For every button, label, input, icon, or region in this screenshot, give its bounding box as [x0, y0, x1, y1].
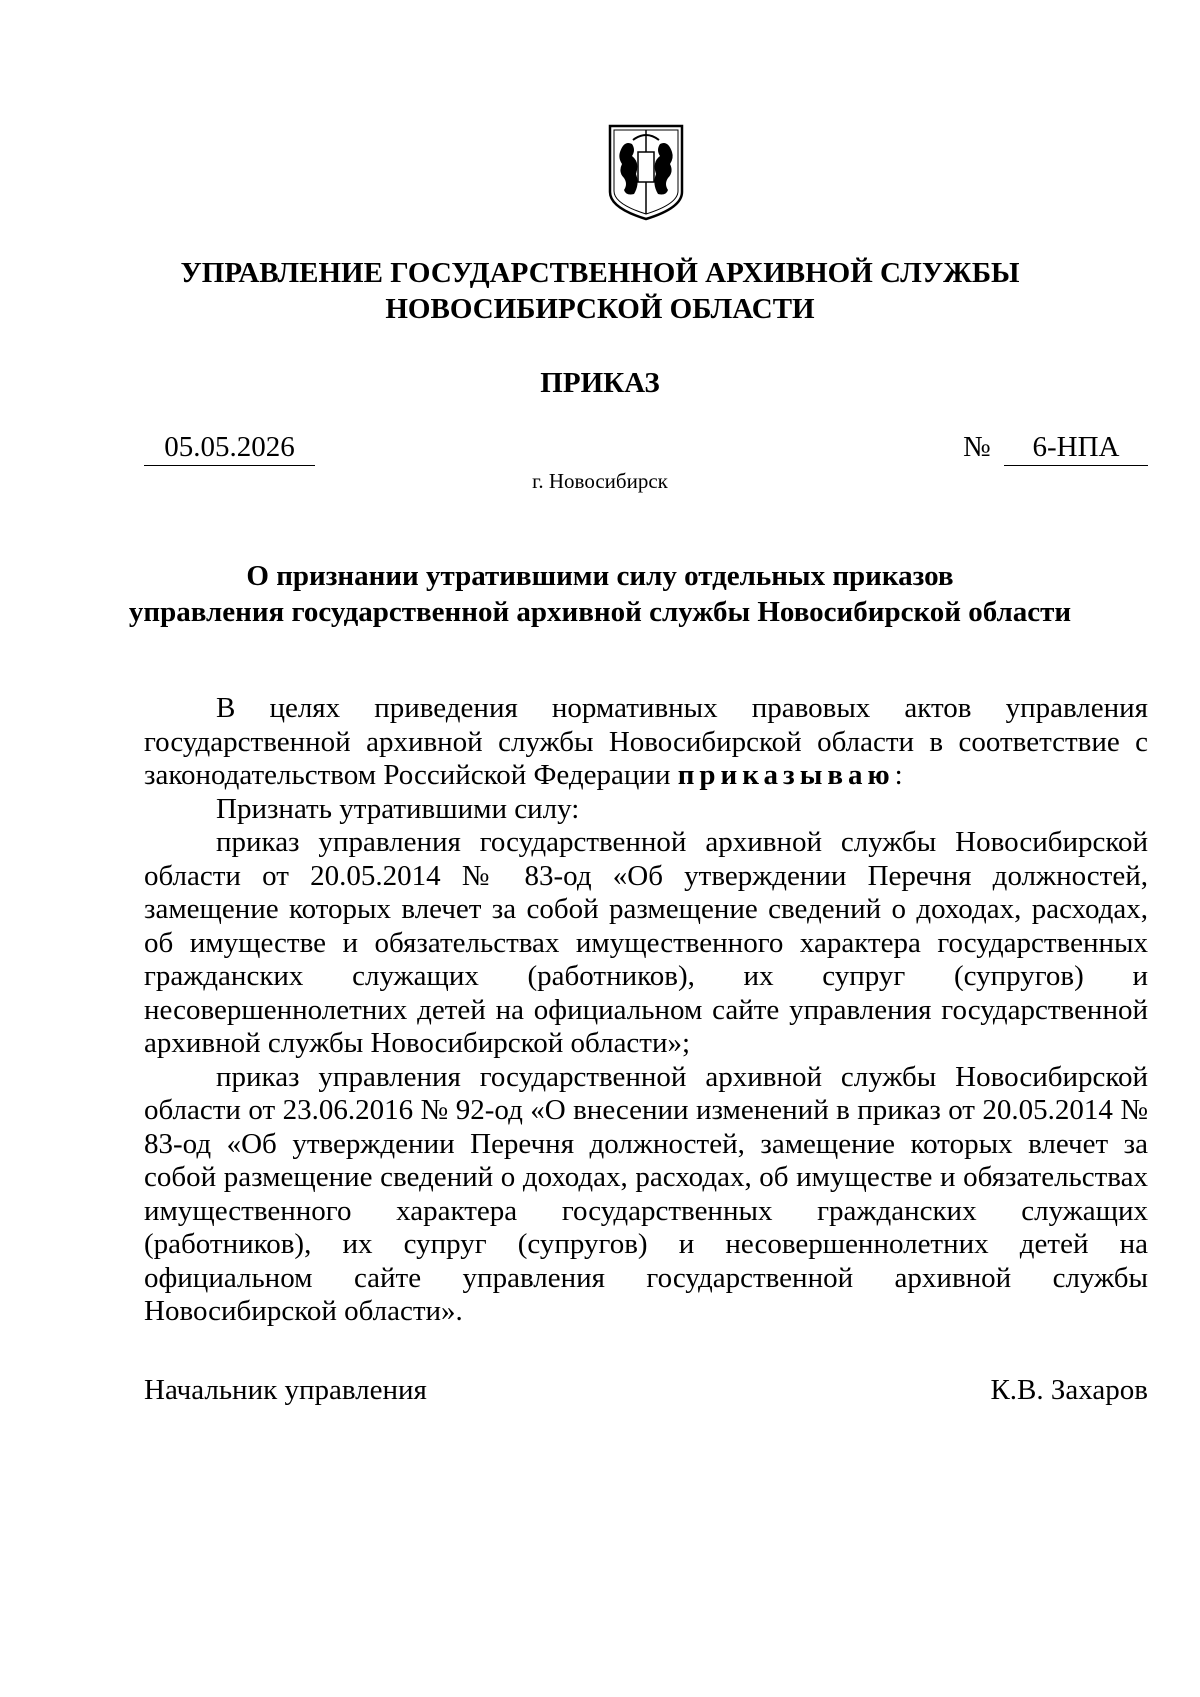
subject-line1: О признании утратившими силу отдельных приказов — [246, 560, 954, 592]
coat-of-arms-icon — [606, 122, 686, 222]
body-paragraph-1 — [144, 692, 1148, 793]
org-title-line2: НОВОСИБИРСКОЙ ОБЛАСТИ — [385, 293, 815, 325]
body-paragraph-2: Признать утратившими силу: — [216, 792, 580, 825]
paragraph-1-text: В целях приведения нормативных правовых актов управления государственной архивной службы Новосибирской области в соответствие с законодательством Российской Федерации — [144, 692, 1148, 791]
body-paragraph-4: приказ управления государственной архивной службы Новосибирской области от 23.06.2016 № 92-од «О внесении изменений в приказ от 20.05.2014 № 83-од «Об утверждении Перечня должностей, замещение которых влечет за собой размещение сведений о доходах, расходах, об имуществе и обязательствах имущественного характера государственных гражданских служащих (работников), их супруг (супругов) и несовершеннолетних детей на официальном сайте управления государственной архивной службы Новосибирской области». — [144, 1060, 1148, 1327]
body-paragraph-3: приказ управления государственной архивной службы Новосибирской области от 20.05.2014 № 83-од «Об утверждении Перечня должностей, замещение которых влечет за собой размещение сведений о доходах, расходах, об имуществе и обязательствах имущественного характера государственных гражданских служащих (работников), их супруг (супругов) и несовершеннолетних детей на официальном сайте управления государственной архивной службы Новосибирской области»; — [144, 826, 1148, 1059]
number-sign: № — [963, 431, 991, 463]
order-keyword: приказываю — [677, 759, 895, 791]
paragraph-1-end: : — [894, 759, 903, 791]
signatory-name: К.В. Захаров — [990, 1374, 1148, 1406]
document-date: 05.05.2026 — [144, 429, 315, 466]
document-number: 6-НПА — [1004, 429, 1148, 466]
subject-line2: управления государственной архивной службы Новосибирской области — [128, 596, 1072, 628]
org-title-line1: УПРАВЛЕНИЕ ГОСУДАРСТВЕННОЙ АРХИВНОЙ СЛУЖБЫ — [180, 257, 1020, 289]
document-city: г. Новосибирск — [532, 469, 668, 493]
document-body — [144, 692, 1148, 1329]
signatory-position: Начальник управления — [144, 1374, 427, 1406]
document-type: ПРИКАЗ — [540, 367, 660, 399]
